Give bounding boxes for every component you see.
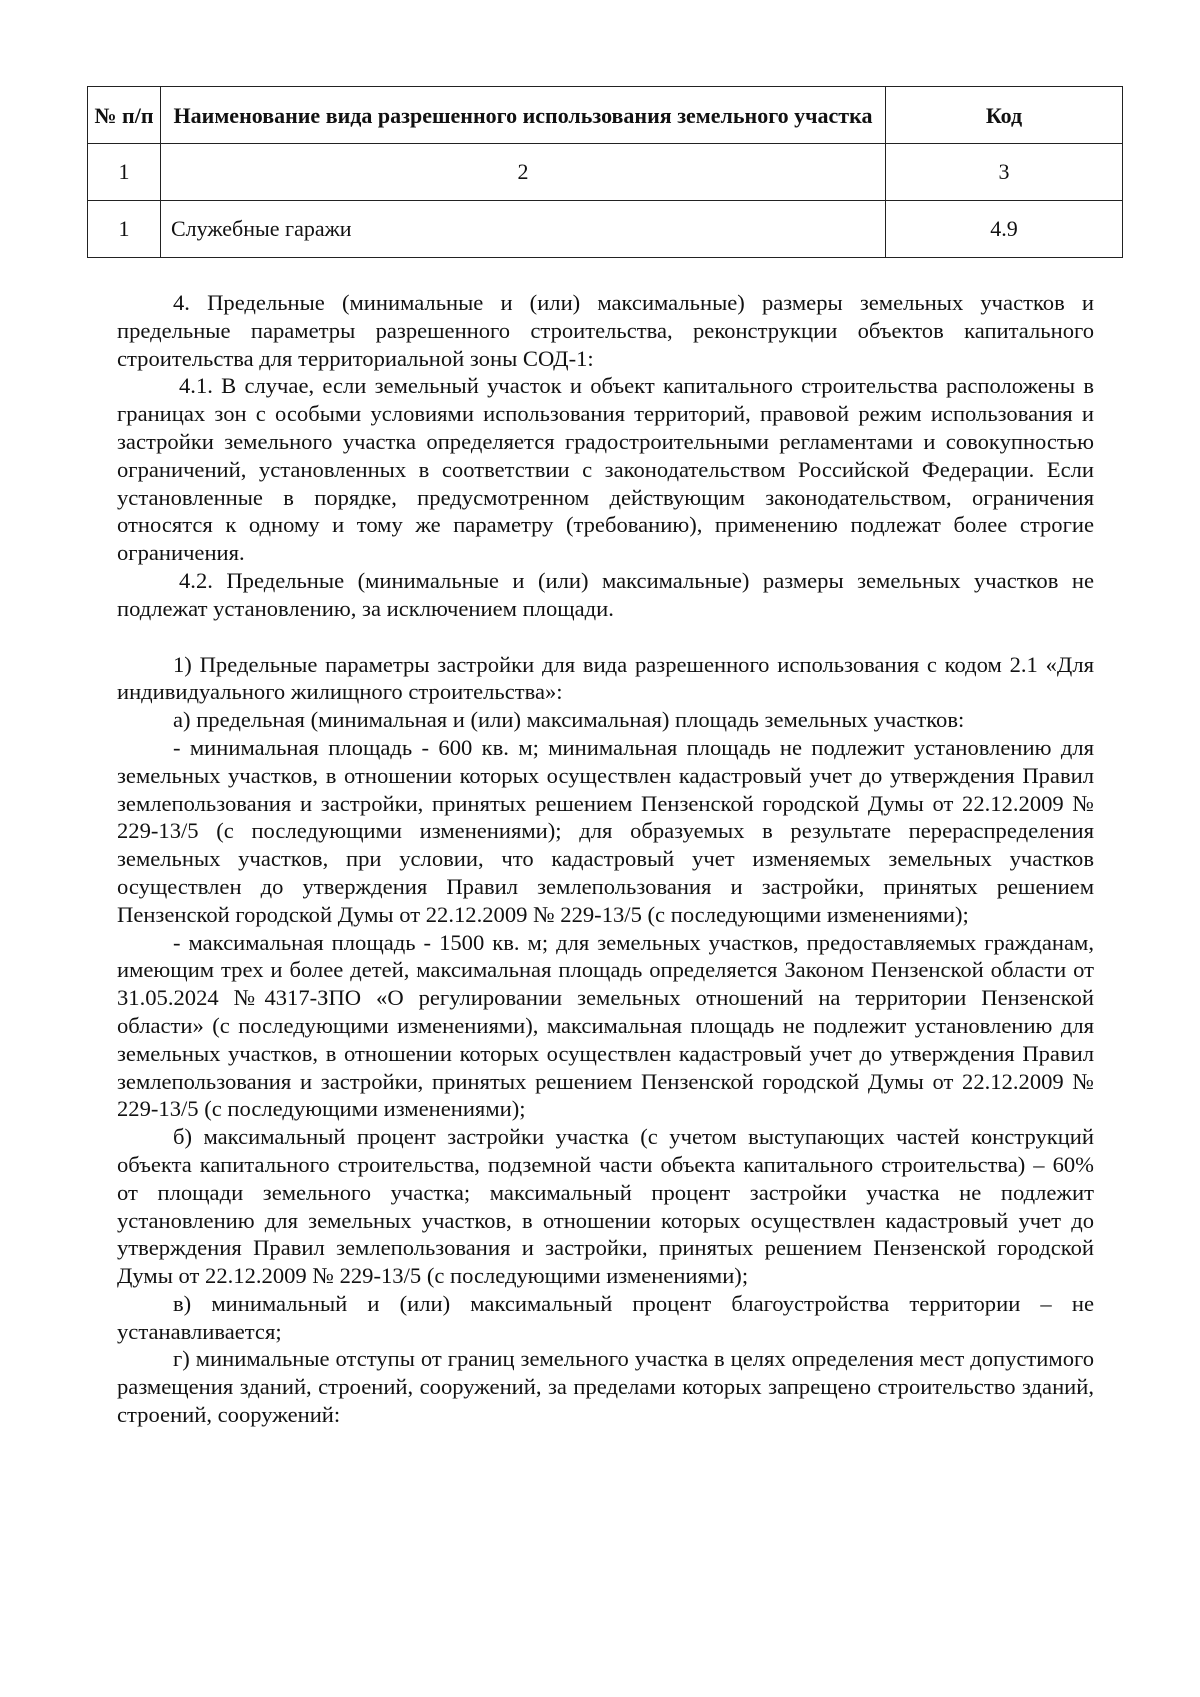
header-number: № п/п xyxy=(88,87,161,144)
paragraph: г) минимальные отступы от границ земельного участка в целях определения мест допустимого размещения зданий, строений, сооружений, за пределами которых запрещено строительство зданий, строений, сооружений: xyxy=(117,1346,1094,1428)
paragraph: 4.2. Предельные (минимальные и (или) максимальные) размеры земельных участков не подлежат установлению, за исключением площади. xyxy=(117,567,1094,621)
table-numbering-row xyxy=(88,144,1123,201)
table-cell: Служебные гаражи xyxy=(161,201,886,258)
paragraph: а) предельная (минимальная и (или) максимальная) площадь земельных участков: xyxy=(173,707,965,733)
paragraph: 4.1. В случае, если земельный участок и объект капитального строительства расположены в границах зон с особыми условиями использования территорий, правовой режим использования и застройки земельного участка определяется градостроительными регламентами и совокупностью ограничений, установленных в соответствии с законодательством Российской Федерации. Если установленные в порядке, предусмотренном действующим законодательством, ограничения относятся к одному и тому же параметру (требованию), применению подлежат более строгие ограничения. xyxy=(117,373,1094,566)
table-cell: 1 xyxy=(88,201,161,258)
table-header-row xyxy=(88,87,1123,144)
paragraph: 1) Предельные параметры застройки для вида разрешенного использования с кодом 2.1 «Для индивидуального жилищного строительства»: xyxy=(117,651,1094,705)
table-cell: 3 xyxy=(886,144,1123,201)
paragraph: - максимальная площадь - 1500 кв. м; для земельных участков, предоставляемых гражданам, имеющим трех и более детей, максимальная площадь определяется Законом Пензенской области от 31.05.2024 №4317-ЗПО «О регулировании земельных отношений на территории Пензенской области» (с последующими изменениями), максимальная площадь не подлежит установлению для земельных участков, в отношении которых осуществлен кадастровый учет до утверждения Правил землепользования и застройки, принятых решением Пензенской городской Думы от 22.12.2009 № 229-13/5 (с последующими изменениями); xyxy=(117,929,1094,1122)
table-cell: 2 xyxy=(161,144,886,201)
paragraph: 4. Предельные (минимальные и (или) максимальные) размеры земельных участков и предельные параметры разрешенного строительства, реконструкции объектов капитального строительства для территориальной зоны СОД-1: xyxy=(117,290,1094,371)
header-code: Код xyxy=(886,87,1123,144)
land-use-table xyxy=(87,86,1123,258)
table-cell: 4.9 xyxy=(886,201,1123,258)
spacer xyxy=(117,623,1094,651)
paragraph: б) максимальный процент застройки участка (с учетом выступающих частей конструкций объекта капитального строительства, подземной части объекта капитального строительства) – 60% от площади земельного участка; максимальный процент застройки участка не подлежит установлению для земельных участков, в отношении которых осуществлен кадастровый учет до утверждения Правил землепользования и застройки, принятых решением Пензенской городской Думы от 22.12.2009 № 229-13/5 (с последующими изменениями); xyxy=(117,1124,1094,1289)
paragraph: - минимальная площадь - 600 кв. м; минимальная площадь не подлежит установлению для земельных участков, в отношении которых осуществлен кадастровый учет до утверждения Правил землепользования и застройки, принятых решением Пензенской городской Думы от 22.12.2009 № 229-13/5 (с последующими изменениями); для образуемых в результате перераспределения земельных участков, при условии, что кадастровый учет изменяемых земельных участков осуществлен до утверждения Правил землепользования и застройки, принятых решением Пензенской городской Думы от 22.12.2009 № 229-13/5 (с последующими изменениями); xyxy=(117,734,1094,927)
header-name: Наименование вида разрешенного использования земельного участка xyxy=(161,87,886,144)
table-cell: 1 xyxy=(88,144,161,201)
table-row xyxy=(88,201,1123,258)
paragraph: в) минимальный и (или) максимальный процент благоустройства территории – не устанавливается; xyxy=(117,1290,1094,1344)
document-body xyxy=(117,289,1094,1429)
